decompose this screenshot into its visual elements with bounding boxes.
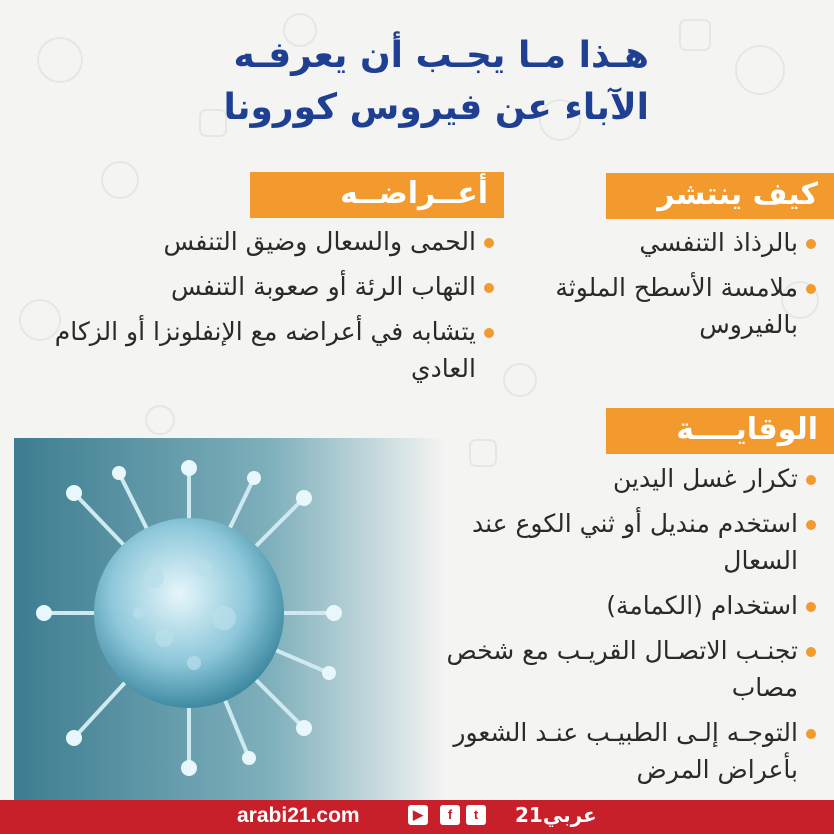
bullet-icon bbox=[806, 475, 816, 485]
symptoms-list bbox=[14, 223, 494, 395]
spread-heading: كيف ينتشر bbox=[606, 173, 834, 219]
bullet-icon bbox=[806, 520, 816, 530]
bullet-icon bbox=[484, 283, 494, 293]
list-item: بالرذاذ التنفسي bbox=[546, 224, 816, 261]
list-item: التوجـه إلـى الطبيـب عنـد الشعور بأعراض المرض bbox=[416, 714, 816, 788]
bullet-icon bbox=[484, 238, 494, 248]
brand-logo: عربي21 bbox=[515, 803, 597, 827]
list-item: التهاب الرئة أو صعوبة التنفس bbox=[14, 268, 494, 305]
symptoms-heading: أعــراضــه bbox=[250, 172, 504, 218]
list-item: استخدام (الكمامة) bbox=[416, 587, 816, 624]
virus-illustration bbox=[14, 438, 444, 800]
site-url[interactable]: arabi21.com bbox=[237, 804, 360, 827]
title-line-1: هـذا مـا يجـب أن يعرفـه bbox=[233, 35, 649, 76]
list-item: يتشابه في أعراضه مع الإنفلونزا أو الزكام العادي bbox=[14, 313, 494, 387]
bullet-icon bbox=[806, 729, 816, 739]
list-item: تجنـب الاتصـال القريـب مع شخص مصاب bbox=[416, 632, 816, 706]
bullet-icon bbox=[806, 284, 816, 294]
spread-list bbox=[546, 224, 816, 351]
list-item: تكرار غسل اليدين bbox=[416, 460, 816, 497]
list-item: ملامسة الأسطح الملوثة بالفيروس bbox=[546, 269, 816, 343]
bullet-icon bbox=[484, 328, 494, 338]
list-item: الحمى والسعال وضيق التنفس bbox=[14, 223, 494, 260]
prevention-list bbox=[416, 460, 816, 796]
youtube-icon[interactable]: ▶ bbox=[408, 805, 428, 825]
twitter-icon[interactable]: t bbox=[466, 805, 486, 825]
list-item: استخدم منديل أو ثني الكوع عند السعال bbox=[416, 505, 816, 579]
bullet-icon bbox=[806, 647, 816, 657]
prevention-heading: الوقايــــة bbox=[606, 408, 834, 454]
title-line-2: الآباء عن فيروس كورونا bbox=[223, 87, 649, 128]
bullet-icon bbox=[806, 239, 816, 249]
facebook-icon[interactable]: f bbox=[440, 805, 460, 825]
bullet-icon bbox=[806, 602, 816, 612]
